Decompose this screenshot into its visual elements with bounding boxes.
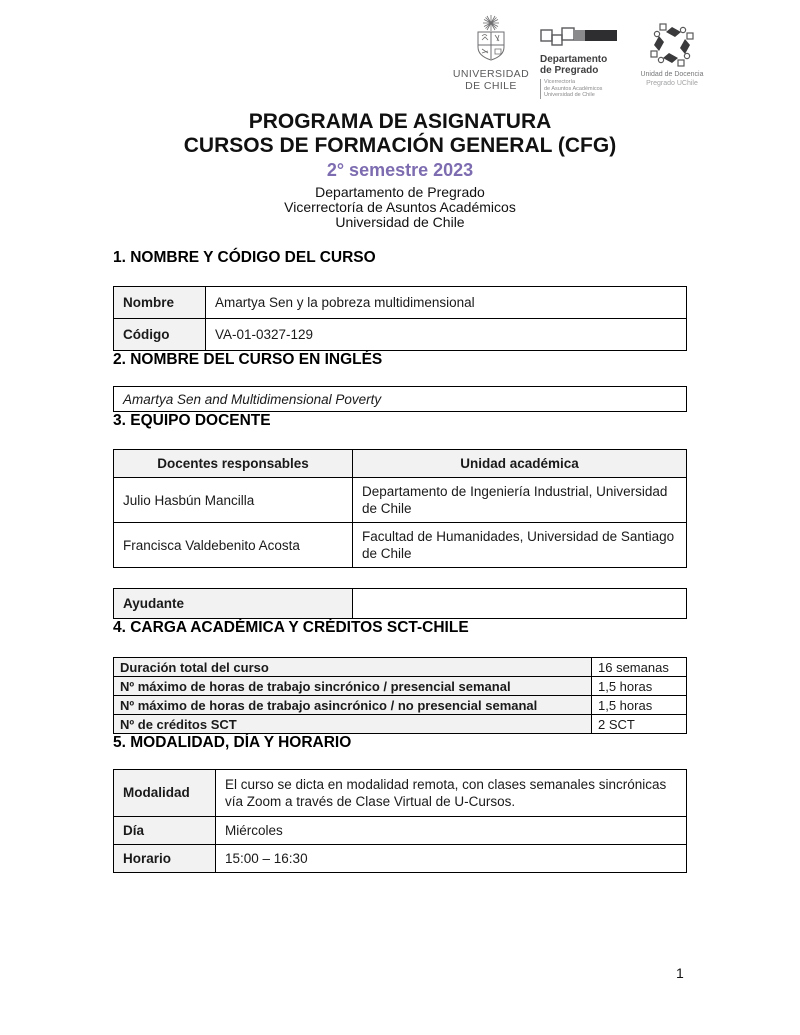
docencia-logo-text: Unidad de Docencia Pregrado UChile <box>640 71 704 87</box>
table-row <box>114 845 687 873</box>
ayudante-label-cell: Ayudante <box>114 589 353 619</box>
table-row <box>114 770 687 817</box>
english-name-box: Amartya Sen and Multidimensional Poverty <box>113 386 687 412</box>
dia-label-cell: Día <box>114 817 216 845</box>
docente-unit-cell: Facultad de Humanidades, Universidad de Santiago de Chile <box>353 523 687 568</box>
horas-sincronico-value-cell: 1,5 horas <box>592 677 687 696</box>
table-row <box>114 817 687 845</box>
schedule-table <box>113 769 687 873</box>
horas-asincronico-value-cell: 1,5 horas <box>592 696 687 715</box>
section-4-heading: 4. CARGA ACADÉMICA Y CRÉDITOS SCT-CHILE <box>113 619 469 636</box>
table-row <box>114 715 687 734</box>
docente-name-cell: Francisca Valdebenito Acosta <box>114 523 353 568</box>
docente-unit-cell: Departamento de Ingeniería Industrial, Universidad de Chile <box>353 478 687 523</box>
section-3-heading: 3. EQUIPO DOCENTE <box>113 412 271 429</box>
table-row <box>114 658 687 677</box>
uchile-coat-of-arms-icon <box>466 14 516 66</box>
course-name-code-table <box>113 286 687 351</box>
modalidad-value-cell: El curso se dicta en modalidad remota, con clases semanales sincrónicas vía Zoom a través de Clase Virtual de U-Cursos. <box>216 770 687 817</box>
header-logos <box>452 14 710 99</box>
assistant-table <box>113 588 687 619</box>
page-number: 1 <box>676 965 684 981</box>
horas-sincronico-label-cell: Nº máximo de horas de trabajo sincrónico / presencial semanal <box>114 677 592 696</box>
table-row <box>114 478 687 523</box>
table-row <box>114 589 687 619</box>
pregrado-squares-icon <box>540 26 618 50</box>
title-block <box>0 110 800 230</box>
pregrado-logo <box>540 14 624 99</box>
table-header-row <box>114 450 687 478</box>
duracion-label-cell: Duración total del curso <box>114 658 592 677</box>
modalidad-label-cell: Modalidad <box>114 770 216 817</box>
pregrado-logo-subtitle: Vicerrectoría de Asuntos Académicos Universidad de Chile <box>540 79 602 99</box>
document-body <box>113 249 687 873</box>
codigo-value-cell: VA-01-0327-129 <box>206 319 687 351</box>
table-row <box>114 677 687 696</box>
section-1-heading: 1. NOMBRE Y CÓDIGO DEL CURSO <box>113 249 376 266</box>
horario-value-cell: 15:00 – 16:30 <box>216 845 687 873</box>
codigo-label-cell: Código <box>114 319 206 351</box>
credits-table <box>113 657 687 734</box>
subtitle-universidad: Universidad de Chile <box>335 214 465 230</box>
pregrado-logo-title: Departamento de Pregrado <box>540 54 608 76</box>
docente-name-cell: Julio Hasbún Mancilla <box>114 478 353 523</box>
table-row <box>114 287 687 319</box>
docentes-column-header: Docentes responsables <box>114 450 353 478</box>
table-row <box>114 319 687 351</box>
uchile-logo <box>452 14 530 92</box>
document-title-line1: PROGRAMA DE ASIGNATURA <box>248 110 552 133</box>
table-row <box>114 696 687 715</box>
horas-asincronico-label-cell: Nº máximo de horas de trabajo asincrónico / no presencial semanal <box>114 696 592 715</box>
duracion-value-cell: 16 semanas <box>592 658 687 677</box>
nombre-label-cell: Nombre <box>114 287 206 319</box>
semester-subtitle: 2° semestre 2023 <box>326 160 474 180</box>
horario-label-cell: Horario <box>114 845 216 873</box>
ayudante-value-cell <box>353 589 687 619</box>
creditos-sct-label-cell: Nº de créditos SCT <box>114 715 592 734</box>
subtitle-vicerrectoria: Vicerrectoría de Asuntos Académicos <box>284 199 516 215</box>
docencia-pinwheel-icon <box>649 22 695 68</box>
section-5-heading: 5. MODALIDAD, DÍA Y HORARIO <box>113 734 352 751</box>
dia-value-cell: Miércoles <box>216 817 687 845</box>
docencia-logo <box>634 14 710 88</box>
teaching-team-table <box>113 449 687 568</box>
creditos-sct-value-cell: 2 SCT <box>592 715 687 734</box>
document-title-line2: CURSOS DE FORMACIÓN GENERAL (CFG) <box>183 133 617 157</box>
table-row <box>114 523 687 568</box>
subtitle-departamento: Departamento de Pregrado <box>315 184 485 200</box>
unidad-column-header: Unidad académica <box>353 450 687 478</box>
section-2-heading: 2. NOMBRE DEL CURSO EN INGLÉS <box>113 351 383 368</box>
uchile-logo-text: UNIVERSIDAD DE CHILE <box>452 68 530 92</box>
nombre-value-cell: Amartya Sen y la pobreza multidimensional <box>206 287 687 319</box>
